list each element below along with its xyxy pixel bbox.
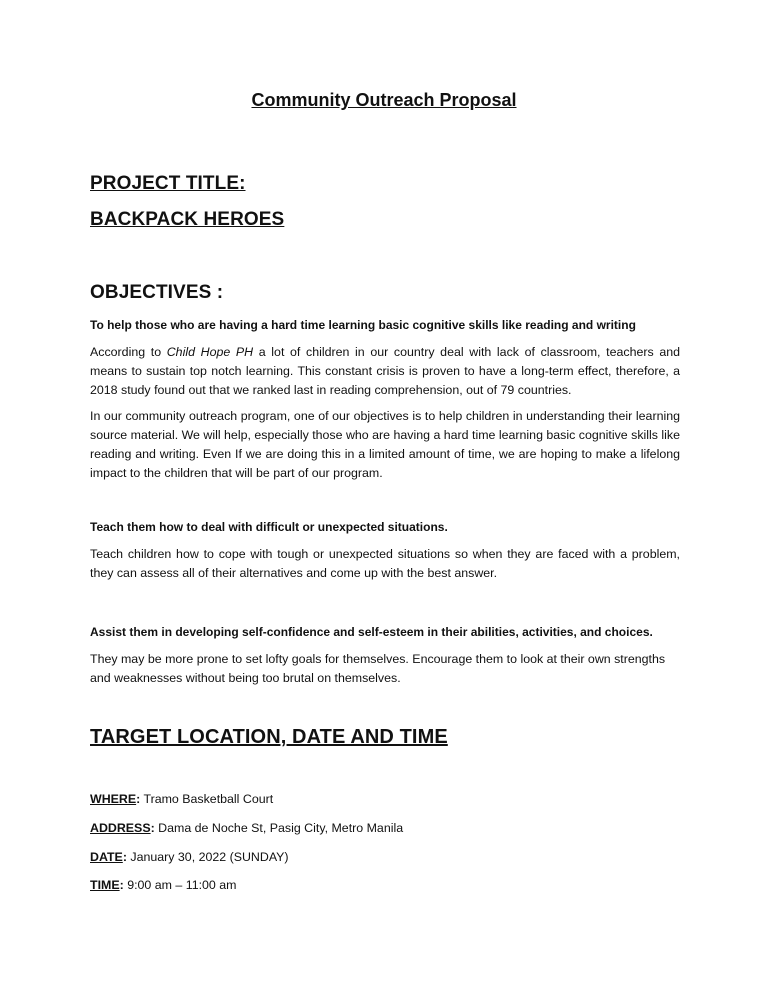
date-value: January 30, 2022 (SUNDAY) [126, 850, 289, 864]
date-row: DATE: January 30, 2022 (SUNDAY) [90, 850, 289, 864]
where-label: WHERE [90, 792, 137, 806]
time-label: TIME [90, 878, 120, 892]
source-name: Child Hope PH [166, 345, 254, 359]
where-row: WHERE: Tramo Basketball Court [90, 792, 274, 806]
address-label: ADDRESS [90, 821, 151, 835]
objective-1-para-rest: a lot of children in our country deal with lack of classroom, teachers and means to sustain top notch learning. This constant crisis is proven to have a long-term effect, therefore, a 2018 study found out that we ranked last in reading comprehension, out of 79 countries. [90, 345, 680, 397]
time-row: TIME: 9:00 am – 11:00 am [90, 878, 237, 892]
objective-1-paragraph-1 [90, 343, 680, 400]
where-value: Tramo Basketball Court [140, 792, 274, 806]
objective-1-title: To help those who are having a hard time learning basic cognitive skills like reading and writing [90, 318, 636, 332]
objectives-heading: OBJECTIVES : [90, 282, 224, 303]
project-name: BACKPACK HEROES [90, 209, 285, 230]
objective-3-title: Assist them in developing self-confidence and self-esteem in their abilities, activities, and choices. [90, 625, 653, 639]
time-value: 9:00 am – 11:00 am [123, 878, 237, 892]
objective-1-para-prefix: According to [90, 345, 167, 359]
document-title: Community Outreach Proposal [251, 90, 517, 110]
objective-2-title: Teach them how to deal with difficult or unexpected situations. [90, 520, 448, 534]
address-value: Dama de Noche St, Pasig City, Metro Manila [154, 821, 404, 835]
date-label: DATE [90, 850, 123, 864]
objective-2-paragraph: Teach children how to cope with tough or unexpected situations so when they are faced with a problem, they can assess all of their alternatives and come up with the best answer. [90, 547, 680, 580]
project-title-heading: PROJECT TITLE: [90, 173, 246, 194]
objective-3-paragraph: They may be more prone to set lofty goals for themselves. Encourage them to look at their own strengths and weaknesses without being too brutal on themselves. [90, 652, 666, 685]
location-heading: TARGET LOCATION, DATE AND TIME [90, 726, 448, 748]
objective-1-paragraph-2: In our community outreach program, one of our objectives is to help children in understanding their learning source material. We will help, especially those who are having a hard time learning basic cognitive skills like reading and writing. Even If we are doing this in a limited amount of time, we are hoping to make a lifelong impact to the children that will be part of our program. [90, 409, 680, 480]
address-row: ADDRESS: Dama de Noche St, Pasig City, Metro Manila [90, 821, 404, 835]
